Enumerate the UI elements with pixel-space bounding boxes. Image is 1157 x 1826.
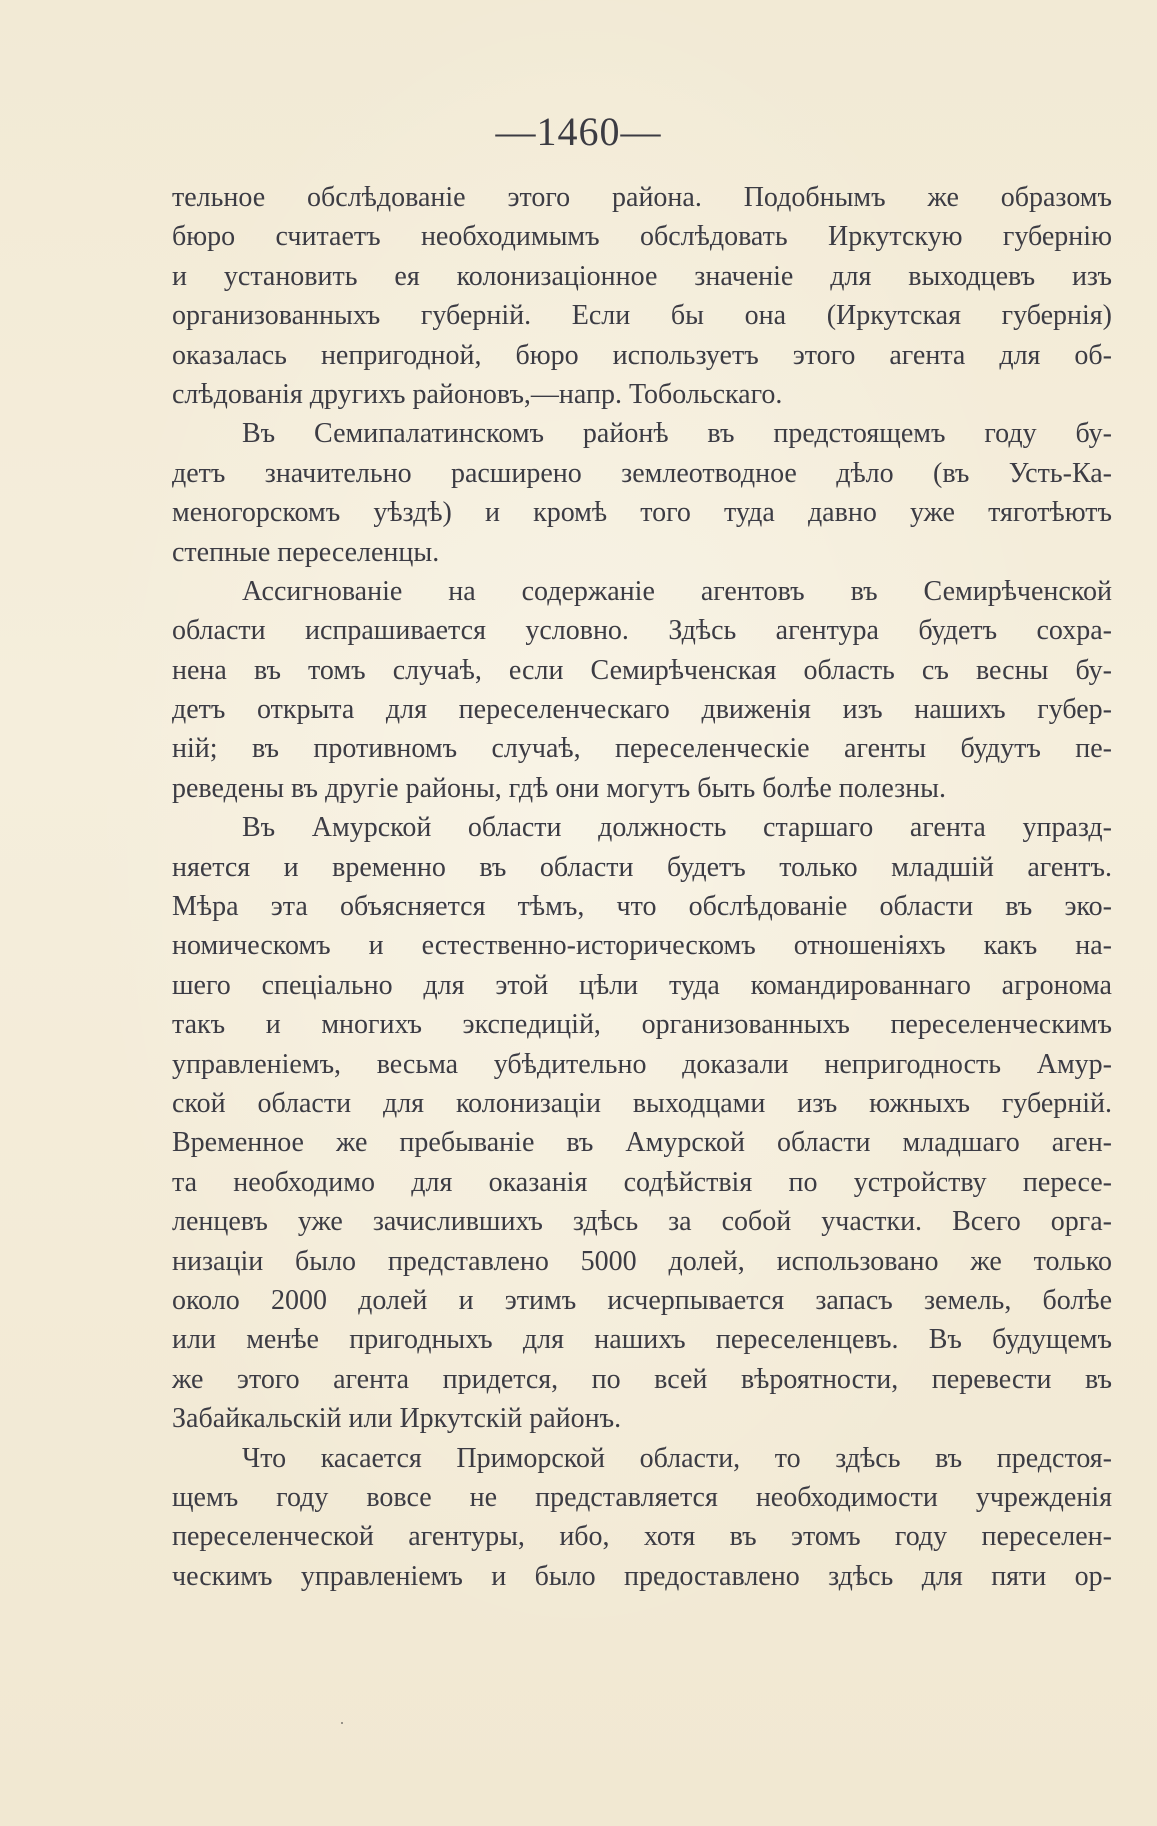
text-line: же этого агента придется, по всей вѣроятности, перевести въ [172,1363,1112,1395]
text-line: переселенческой агентуры, ибо, хотя въ этомъ году переселен- [172,1521,1112,1553]
text-line: бюро считаетъ необходимымъ обслѣдовать Иркутскую губернію [172,221,1112,253]
text-line: и установить ея колонизаціонное значеніе для выходцевъ изъ [172,260,1112,292]
text-line: шего спеціально для этой цѣли туда командированнаго агронома [172,969,1112,1001]
body-text [172,178,1112,1596]
text-line: Ассигнованіе на содержаніе агентовъ въ Семирѣченской [242,575,1112,607]
text-line: или менѣе пригодныхъ для нашихъ переселенцевъ. Въ будущемъ [172,1324,1112,1356]
text-line: реведены въ другіе районы, гдѣ они могутъ быть болѣе полезны. [172,772,946,804]
text-line: ній; въ противномъ случаѣ, переселенческіе агенты будутъ пе- [172,733,1112,765]
paragraph [172,808,1112,1438]
text-line: Въ Амурской области должность старшаго агента упразд- [242,812,1112,844]
paragraph [172,572,1112,808]
text-line: слѣдованія другихъ районовъ,—напр. Тобольскаго. [172,378,783,410]
text-line: степные переселенцы. [172,536,440,568]
text-line: области испрашивается условно. Здѣсь агентура будетъ сохра- [172,615,1112,647]
paragraph [172,178,1112,414]
text-line: детъ открыта для переселенческаго движенія изъ нашихъ губер- [172,694,1112,726]
text-line: детъ значительно расширено землеотводное дѣло (въ Усть-Ка- [172,457,1112,489]
text-line: та необходимо для оказанія содѣйствія по устройству пересе- [172,1166,1112,1198]
paper-speck [341,1722,343,1724]
text-line: меногорскомъ уѣздѣ) и кромѣ того туда давно уже тяготѣютъ [172,497,1112,529]
text-line: номическомъ и естественно-историческомъ отношеніяхъ какъ на- [172,930,1112,962]
text-line: управленіемъ, весьма убѣдительно доказали непригодность Амур- [172,1048,1112,1080]
text-line: ленцевъ уже зачислившихъ здѣсь за собой участки. Всего орга- [172,1206,1112,1238]
text-line: оказалась непригодной, бюро используетъ этого агента для об- [172,339,1112,371]
text-line: Временное же пребываніе въ Амурской области младшаго аген- [172,1127,1112,1159]
text-line: Забайкальскій или Иркутскій районъ. [172,1403,622,1435]
paragraph [172,1439,1112,1597]
text-line: ской области для колонизаціи выходцами изъ южныхъ губерній. [172,1087,1112,1119]
text-line: нена въ томъ случаѣ, если Семирѣченская область съ весны бу- [172,654,1112,686]
text-line: ческимъ управленіемъ и было предоставлено здѣсь для пяти ор- [172,1560,1112,1592]
text-line: Что касается Приморской области, то здѣсь въ предстоя- [242,1442,1112,1474]
text-line: низаціи было представлено 5000 долей, использовано же только [172,1245,1112,1277]
text-line: Мѣра эта объясняется тѣмъ, что обслѣдованіе области въ эко- [172,891,1112,923]
text-line: такъ и многихъ экспедицій, организованныхъ переселенческимъ [172,1009,1112,1041]
text-line: тельное обслѣдованіе этого района. Подобнымъ же образомъ [172,182,1112,213]
page-number: —1460— [495,109,662,154]
paragraph [172,414,1112,572]
text-line: Въ Семипалатинскомъ районѣ въ предстоящемъ году бу- [242,418,1112,450]
text-line: около 2000 долей и этимъ исчерпывается запасъ земель, болѣе [172,1284,1112,1316]
text-line: щемъ году вовсе не представляется необходимости учрежденія [172,1481,1112,1513]
text-line: организованныхъ губерній. Если бы она (Иркутская губернія) [172,300,1112,332]
text-line: няется и временно въ области будетъ только младшій агентъ. [172,851,1112,883]
